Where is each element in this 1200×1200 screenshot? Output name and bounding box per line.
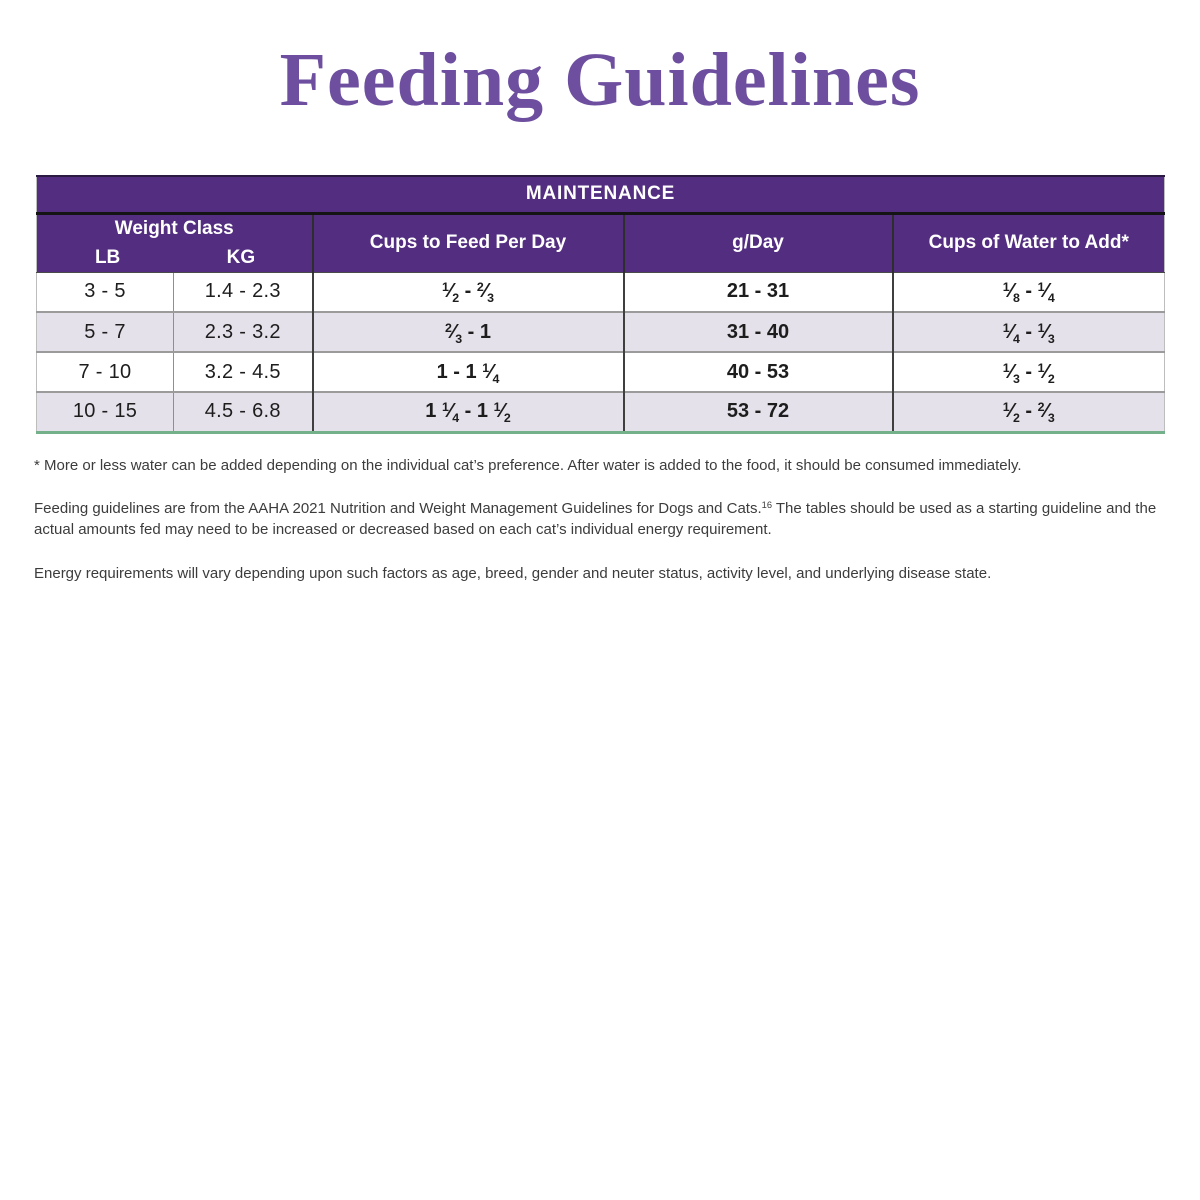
cell-cups: 1 $^1⁄_4 - 1$ $^1⁄_2$ <box>313 392 624 432</box>
table-row <box>37 392 1165 432</box>
column-header-weight-class <box>37 213 313 272</box>
cell-lb: 3 - 5 <box>37 272 174 312</box>
weight-class-units <box>41 247 308 269</box>
footnote-guidelines-text-after: The tables should be used as a starting guideline and the actual amounts fed may need to be increased or decreased based on each cat’s individual energy requirement. <box>34 499 1157 539</box>
footnote-energy-text: Energy requirements will vary depending upon such factors as age, breed, gender and neuter status, activity level, and underlying disease state. <box>34 564 992 582</box>
footnote-guidelines <box>34 498 1174 541</box>
column-header-water-to-add: Cups of Water to Add* <box>893 213 1165 272</box>
cell-lb: 10 - 15 <box>37 392 174 432</box>
cell-water: $^1⁄_8$ - $^1⁄_4$ <box>893 272 1165 312</box>
column-header-g-per-day: g/Day <box>624 213 893 272</box>
cell-water: $^1⁄_3$ - $^1⁄_2$ <box>893 352 1165 392</box>
column-header-cups-per-day: Cups to Feed Per Day <box>313 213 624 272</box>
footnote-guidelines-text-before: Feeding guidelines are from the AAHA 2021 Nutrition and Weight Management Guidelines for Dogs and Cats. <box>34 499 762 517</box>
cell-water: $^1⁄_4$ - $^1⁄_3$ <box>893 312 1165 352</box>
cell-cups: $^2⁄_3 - 1$ <box>313 312 624 352</box>
cell-g-per-day: 40 - 53 <box>624 352 893 392</box>
column-header-lb: LB <box>94 246 121 268</box>
cell-water: $^1⁄_2$ - $^2⁄_3$ <box>893 392 1165 432</box>
cell-lb: 7 - 10 <box>37 352 174 392</box>
cell-kg: 4.5 - 6.8 <box>174 392 313 432</box>
footnote-water <box>34 455 1174 476</box>
weight-class-label: Weight Class <box>114 217 234 239</box>
footnote-energy <box>34 563 1174 584</box>
column-header-row <box>37 213 1165 272</box>
footnote-water-text: * More or less water can be added depending on the individual cat’s preference. After water is added to the food, it should be consumed immediately. <box>34 456 1022 474</box>
table-row <box>37 272 1165 312</box>
cell-kg: 1.4 - 2.3 <box>174 272 313 312</box>
page-title: Feeding Guidelines <box>279 38 921 122</box>
footnotes <box>34 455 1174 584</box>
cell-g-per-day: 53 - 72 <box>624 392 893 432</box>
reference-marker-16: 16 <box>761 499 772 510</box>
banner-row <box>37 176 1165 213</box>
cell-cups: $^1⁄_2$ - $^2⁄_3$ <box>313 272 624 312</box>
table-row <box>37 312 1165 352</box>
cell-cups: 1 - 1 $^1⁄_4$ <box>313 352 624 392</box>
cell-lb: 5 - 7 <box>37 312 174 352</box>
cell-g-per-day: 21 - 31 <box>624 272 893 312</box>
table-banner-maintenance: MAINTENANCE <box>37 176 1165 213</box>
column-header-kg: KG <box>226 246 256 268</box>
cell-kg: 2.3 - 3.2 <box>174 312 313 352</box>
cell-kg: 3.2 - 4.5 <box>174 352 313 392</box>
cell-g-per-day: 31 - 40 <box>624 312 893 352</box>
feeding-guidelines-table <box>36 175 1165 434</box>
table-row <box>37 352 1165 392</box>
